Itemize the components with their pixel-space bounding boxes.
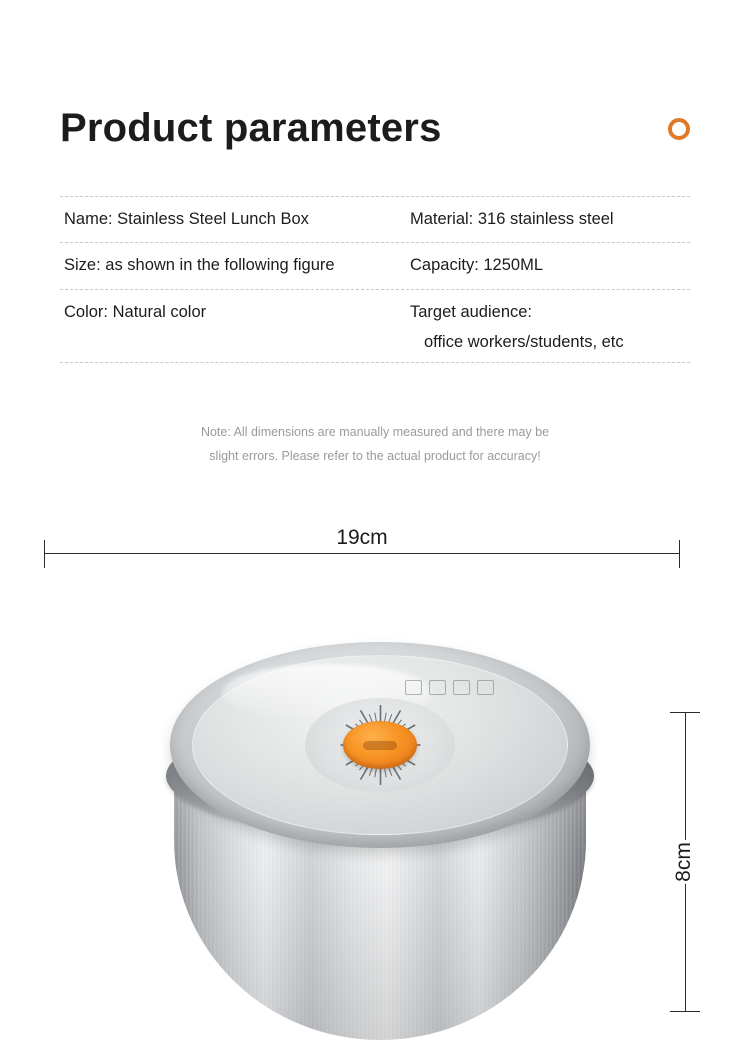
width-dimension-line (44, 553, 680, 554)
width-tick-left (44, 540, 45, 568)
spec-color: Color: Natural color (64, 303, 207, 321)
spec-target-audience (410, 290, 690, 362)
width-tick-right (679, 540, 680, 568)
measurement-note-line-1: Note: All dimensions are manually measured and there may be (200, 425, 550, 439)
spec-name: Name: Stainless Steel Lunch Box (64, 210, 309, 228)
product-image (120, 560, 640, 1020)
warning-icon (405, 680, 422, 695)
no-flame-icon (477, 680, 494, 695)
lid (170, 642, 590, 848)
lid-symbol-icons (405, 680, 494, 695)
table-row (60, 243, 690, 290)
table-row (60, 290, 690, 363)
width-dimension (44, 526, 680, 554)
product-dimension-figure (0, 500, 750, 1061)
date-dial (305, 698, 455, 792)
knob-slot (363, 741, 397, 750)
spec-target-audience-label: Target audience: (410, 303, 533, 321)
spec-capacity: Capacity: 1250ML (410, 256, 543, 274)
dishwasher-icon (453, 680, 470, 695)
height-dimension (672, 712, 698, 1012)
height-tick-bottom (670, 1011, 700, 1012)
spec-material: Material: 316 stainless steel (410, 210, 614, 228)
page-header (60, 104, 690, 160)
page-title: Product parameters (60, 106, 442, 150)
table-row (60, 196, 690, 243)
height-tick-top (670, 712, 700, 713)
microwave-icon (429, 680, 446, 695)
measurement-note-line-2: slight errors. Please refer to the actual product for accuracy! (209, 449, 541, 463)
measurement-note (60, 420, 690, 468)
ring-icon (668, 118, 690, 140)
spec-size: Size: as shown in the following figure (64, 256, 335, 274)
width-dimension-label: 19cm (307, 526, 417, 550)
height-dimension-label: 8cm (668, 840, 700, 884)
spec-target-audience-value: office workers/students, etc (424, 333, 624, 351)
lid-knob (343, 721, 417, 769)
product-parameters-table (60, 196, 690, 363)
